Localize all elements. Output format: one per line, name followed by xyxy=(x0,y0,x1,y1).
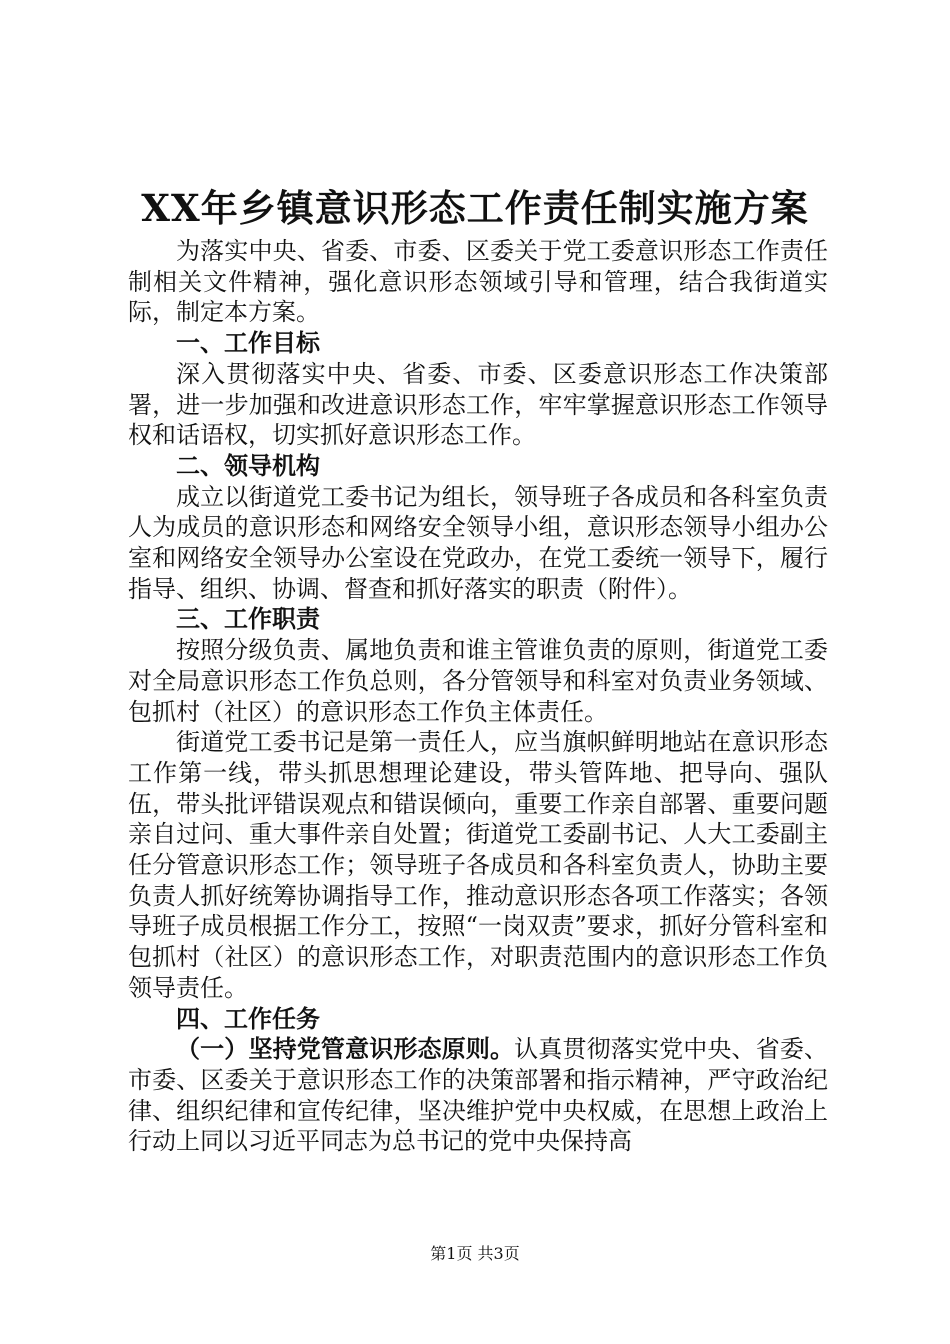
tasks-item-1-lead: （一）坚持党管意识形态原则。 xyxy=(176,1034,515,1064)
intro-paragraph: 为落实中央、省委、市委、区委关于党工委意识形态工作责任制相关文件精神，强化意识形态领域引导和管理，结合我街道实际，制定本方案。 xyxy=(128,237,828,327)
section-heading-tasks: 四、工作任务 xyxy=(176,1003,320,1033)
document-body xyxy=(128,236,828,1157)
duties-paragraph-1: 按照分级负责、属地负责和谁主管谁负责的原则，街道党工委对全局意识形态工作负总则，各分管领导和科室对负责业务领域、包抓村（社区）的意识形态工作负主体责任。 xyxy=(128,636,828,726)
goals-paragraph: 深入贯彻落实中央、省委、市委、区委意识形态工作决策部署，进一步加强和改进意识形态工作，牢牢掌握意识形态工作领导权和话语权，切实抓好意识形态工作。 xyxy=(128,359,828,450)
page-footer: 第1页 共3页 xyxy=(430,1244,520,1263)
section-heading-goals: 一、工作目标 xyxy=(176,328,320,358)
tasks-item-1 xyxy=(128,1034,828,1157)
section-heading-leadership: 二、领导机构 xyxy=(176,450,320,480)
tasks-item-1-text: 认真贯彻落实党中央、省委、市委、区委关于意识形态工作的决策部署和指示精神，严守政治纪律、组织纪律和宣传纪律，坚决维护党中央权威，在思想上政治上行动上同以习近平同志为总书记的党中央保持高 xyxy=(128,1035,829,1156)
section-heading-duties: 三、工作职责 xyxy=(176,604,320,634)
duties-paragraph-2: 街道党工委书记是第一责任人，应当旗帜鲜明地站在意识形态工作第一线，带头抓思想理论建设，带头管阵地、把导向、强队伍，带头批评错误观点和错误倾向，重要工作亲自部署、重要问题亲自过问、重大事件亲自处置；街道党工委副书记、人大工委副主任分管意识形态工作；领导班子各成员和各科室负责人，协助主要负责人抓好统筹协调指导工作，推动意识形态各项工作落实；各领导班子成员根据工作分工，按照“一岗双责”要求，抓好分管科室和包抓村（社区）的意识形态工作，对职责范围内的意识形态工作负领导责任。 xyxy=(128,728,828,1002)
leadership-paragraph: 成立以街道党工委书记为组长，领导班子各成员和各科室负责人为成员的意识形态和网络安全领导小组，意识形态领导小组办公室和网络安全领导办公室设在党政办，在党工委统一领导下，履行指导、组织、协调、督查和抓好落实的职责（附件）。 xyxy=(128,482,828,603)
document-title: XX年乡镇意识形态工作责任制实施方案 xyxy=(141,186,809,230)
